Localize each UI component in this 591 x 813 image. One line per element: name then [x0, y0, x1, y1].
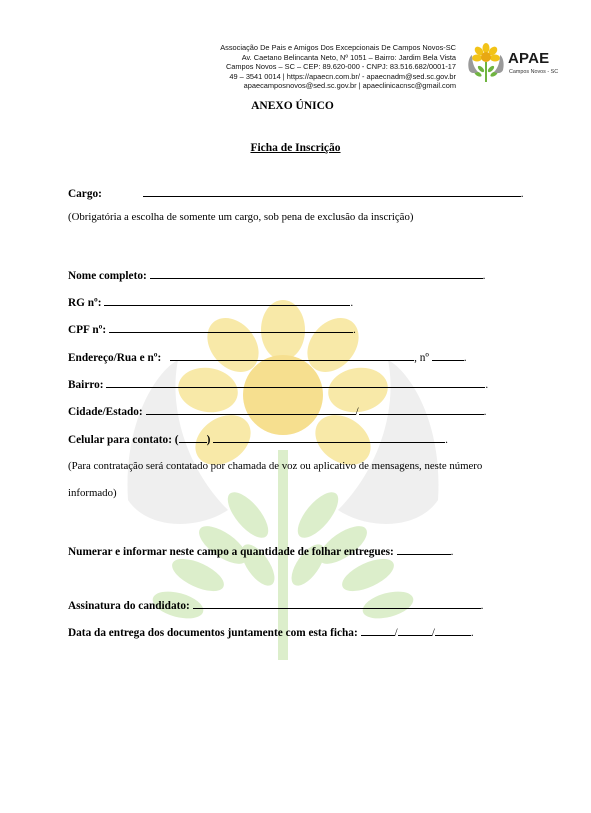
cidade-field[interactable]	[146, 404, 356, 415]
data-day-field[interactable]	[361, 625, 395, 636]
cargo-note: (Obrigatória a escolha de somente um cargo, sob pena de exclusão da inscrição)	[68, 211, 414, 223]
data-month-field[interactable]	[398, 625, 432, 636]
assinatura-label: Assinatura do candidato:	[68, 600, 190, 612]
cpf-label: CPF nº:	[68, 324, 107, 336]
institution-header	[170, 43, 456, 91]
data-label: Data da entrega dos documentos juntamente com esta ficha:	[68, 627, 358, 639]
celular-field[interactable]	[213, 432, 445, 443]
celular-row: Celular para contato: ( ) .	[68, 434, 448, 446]
rg-row: RG nº: .	[68, 297, 354, 309]
nome-row: Nome completo: .	[68, 270, 486, 282]
endereco-field[interactable]	[170, 350, 414, 361]
celular-label: Celular para contato: (	[68, 434, 179, 446]
numero-field[interactable]	[432, 350, 464, 361]
header-line: 49 – 3541 0014 | https://apaecn.com.br/ - apaecnadm@sed.sc.gov.br	[229, 71, 456, 81]
rg-label: RG nº:	[68, 297, 102, 309]
header-line: apaecamposnovos@sed.sc.gov.br | apaeclinicacnsc@gmail.com	[243, 81, 456, 91]
cargo-field[interactable]	[143, 186, 521, 197]
folhas-field[interactable]	[397, 544, 451, 555]
header-line: Av. Caetano Belincanta Neto, Nº 1051 – Bairro: Jardim Bela Vista	[241, 52, 456, 62]
celular-note-line-2: informado)	[68, 487, 117, 499]
apae-logo-text: APAE	[508, 50, 550, 67]
nome-field[interactable]	[150, 268, 483, 279]
bairro-label: Bairro:	[68, 379, 104, 391]
data-row: Data da entrega dos documentos juntamente com esta ficha: / / .	[68, 627, 474, 639]
ddd-field[interactable]	[179, 432, 207, 443]
folhas-row: Numerar e informar neste campo a quantidade de folhar entregues: .	[68, 546, 454, 558]
data-year-field[interactable]	[435, 625, 471, 636]
bairro-row: Bairro: .	[68, 379, 489, 391]
estado-field[interactable]	[359, 404, 484, 415]
celular-close-paren: )	[206, 434, 211, 446]
cargo-label: Cargo:	[68, 188, 102, 200]
apae-logo-subtitle: Campos Novos - SC	[509, 69, 559, 75]
cpf-row: CPF nº: .	[68, 324, 356, 336]
cidade-label: Cidade/Estado:	[68, 406, 143, 418]
header-line: Campos Novos – SC – CEP: 89.620-000 - CNPJ: 83.516.682/0001-17	[225, 62, 456, 72]
rg-field[interactable]	[104, 295, 350, 306]
endereco-label: Endereço/Rua e nº:	[68, 352, 162, 364]
celular-note-line-1: (Para contratação será contatado por chamada de voz ou aplicativo de mensagens, neste número	[68, 460, 483, 472]
cidade-row: Cidade/Estado: / .	[68, 406, 487, 418]
annex-title: ANEXO ÚNICO	[251, 100, 334, 112]
nome-label: Nome completo:	[68, 270, 147, 282]
folhas-label: Numerar e informar neste campo a quantidade de folhar entregues:	[68, 546, 394, 558]
cargo-row: Cargo: .	[68, 188, 524, 200]
assinatura-row: Assinatura do candidato: .	[68, 600, 484, 612]
bairro-field[interactable]	[106, 377, 485, 388]
header-line: Associação De Pais e Amigos Dos Excepcionais De Campos Novos-SC	[220, 43, 456, 52]
assinatura-field[interactable]	[193, 598, 481, 609]
cpf-field[interactable]	[109, 322, 353, 333]
numero-label: nº	[419, 352, 429, 364]
apae-flower-logo-icon	[466, 42, 506, 84]
endereco-row: Endereço/Rua e nº: , nº .	[68, 352, 467, 364]
form-title: Ficha de Inscrição	[250, 142, 341, 154]
